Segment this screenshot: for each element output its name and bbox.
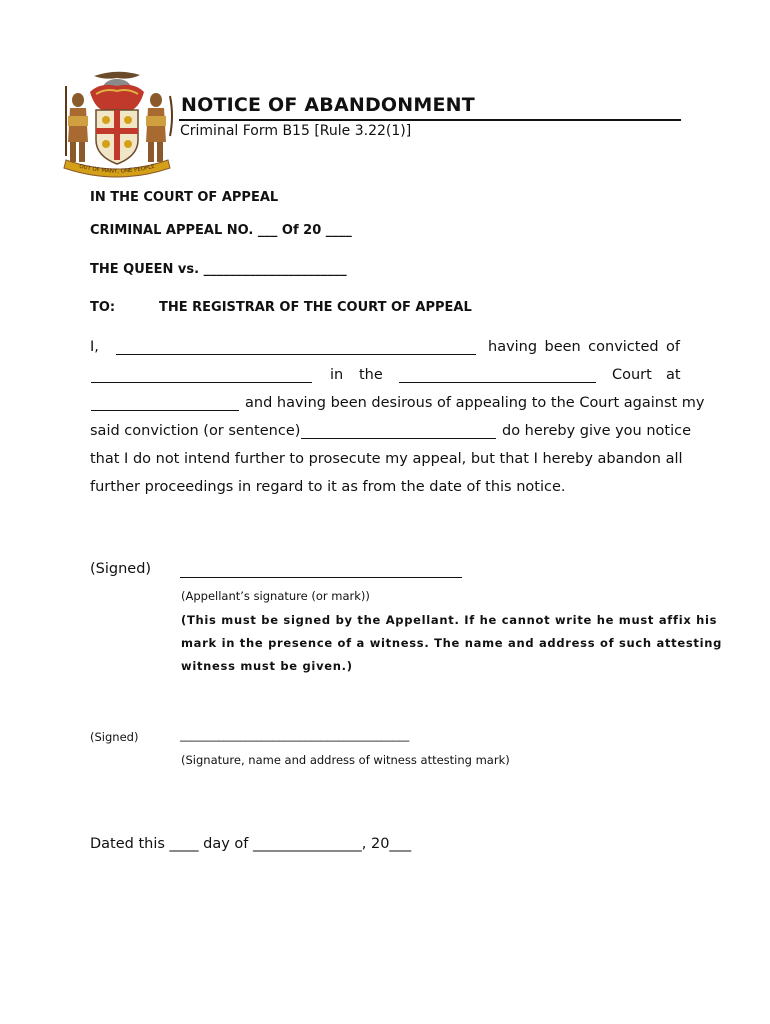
word-been: been — [544, 339, 581, 355]
body-line-4b: do hereby give you notice — [502, 423, 692, 439]
instruction-line-3: witness must be given.) — [181, 659, 353, 673]
body-line-6: further proceedings in regard to it as from the date of this notice. — [90, 479, 566, 495]
appellant-signature-line — [180, 577, 462, 578]
witness-caption: (Signature, name and address of witness attesting mark) — [181, 753, 510, 767]
body-i: I, — [90, 339, 99, 355]
location-blank — [91, 410, 239, 411]
body-line-1-tail — [488, 339, 680, 355]
witness-signature-line: __________________________________________ — [180, 728, 409, 742]
word-having: having — [488, 339, 538, 355]
name-blank — [116, 354, 476, 355]
appellant-caption: (Appellant’s signature (or mark)) — [181, 589, 370, 603]
word-the: the — [359, 367, 383, 383]
case-title: THE QUEEN vs. ______________________ — [90, 262, 347, 277]
recipient: THE REGISTRAR OF THE COURT OF APPEAL — [159, 300, 472, 315]
instruction-line-2: mark in the presence of a witness. The name and address of such attesting — [181, 636, 723, 650]
instruction-line-1: (This must be signed by the Appellant. If he cannot write he must affix his — [181, 613, 718, 627]
signed-label-2: (Signed) — [90, 730, 139, 744]
page-title: NOTICE OF ABANDONMENT — [181, 94, 475, 116]
word-convicted: convicted — [588, 339, 659, 355]
signed-label: (Signed) — [90, 561, 152, 577]
to-label: TO: — [90, 300, 116, 315]
body-line-3: and having been desirous of appealing to the Court against my — [245, 395, 705, 411]
title-rule — [179, 119, 681, 121]
dated-line: Dated this ____ day of _______________, 20___ — [90, 836, 412, 852]
word-in: in — [330, 367, 344, 383]
word-court: Court — [612, 367, 652, 383]
conviction-blank — [301, 438, 496, 439]
court-blank — [399, 382, 596, 383]
word-of: of — [666, 339, 680, 355]
offence-blank — [91, 382, 312, 383]
body-line-5: that I do not intend further to prosecute my appeal, but that I hereby abandon all — [90, 451, 683, 467]
form-reference: Criminal Form B15 [Rule 3.22(1)] — [180, 123, 412, 139]
emblem-motto: OUT OF MANY, ONE PEOPLE — [78, 163, 156, 175]
court-name: IN THE COURT OF APPEAL — [90, 190, 279, 205]
body-line-4a: said conviction (or sentence) — [90, 423, 301, 439]
criminal-appeal-number: CRIMINAL APPEAL NO. ___ Of 20 ____ — [90, 223, 352, 238]
word-at: at — [666, 367, 681, 383]
jamaica-coat-of-arms-icon — [60, 66, 174, 178]
